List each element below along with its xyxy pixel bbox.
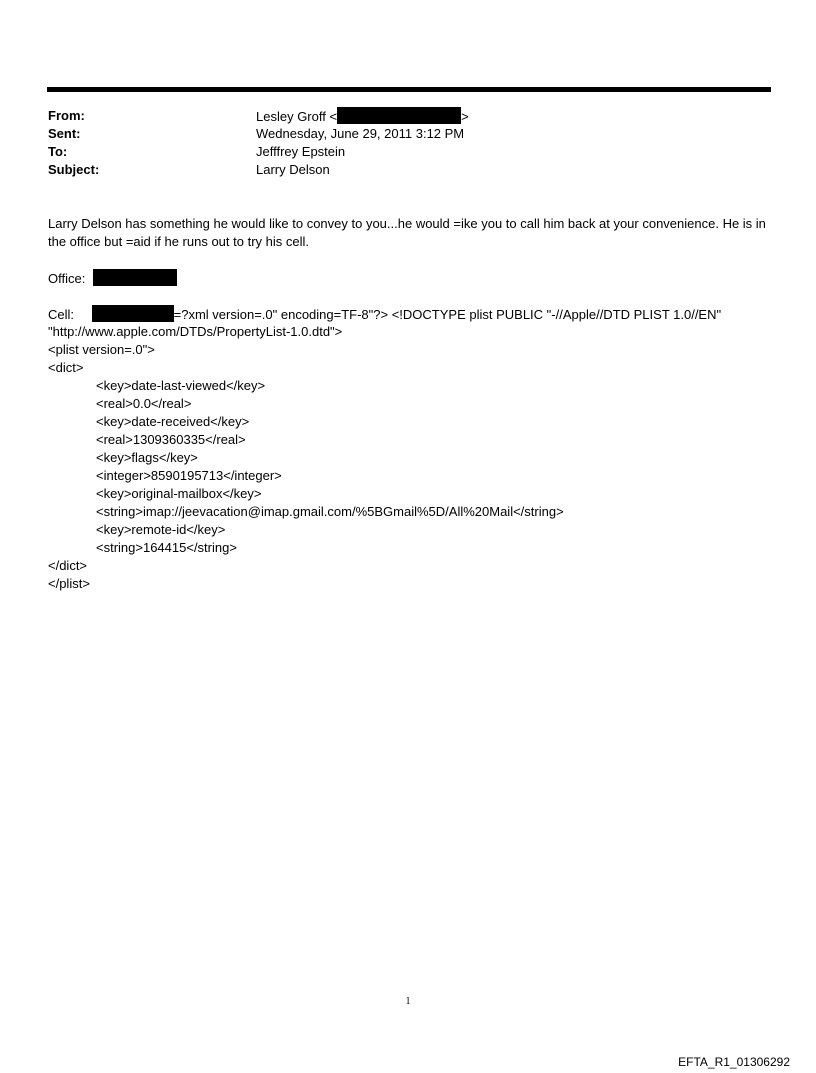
xml-line: <key>remote-id</key> [96,522,226,537]
xml-line: <real>0.0</real> [96,396,192,411]
message-paragraph: Larry Delson has something he would like to convey to you...he would =ike you to call him back at your convenience. He is in the office but =aid if he runs out to try his cell. [48,216,766,249]
sent-label: Sent: [48,126,81,141]
xml-line: </plist> [48,576,90,591]
office-label: Office: [48,271,86,286]
office-line [48,269,177,288]
xml-line: <key>date-received</key> [96,414,250,429]
subject-label: Subject: [48,162,100,177]
from-close: > [461,109,469,124]
from-value [256,107,469,126]
xml-line: <string>164415</string> [96,540,237,555]
sent-value: Wednesday, June 29, 2011 3:12 PM [256,126,465,141]
xml-line: <real>1309360335</real> [96,432,246,447]
xml-line: <dict> [48,360,84,375]
xml-line: <integer>8590195713</integer> [96,468,282,483]
xml-line: <plist version=.0"> [48,342,155,357]
xml-line: <key>original-mailbox</key> [96,486,262,501]
page-number: 1 [405,996,411,1007]
redaction-box [92,305,174,322]
header-rule [47,87,771,92]
xml-line: <key>flags</key> [96,450,198,465]
document-stamp: EFTA_R1_01306292 [678,1055,790,1069]
cell-tail: =?xml version=.0" encoding=TF-8"?> <!DOCTYPE plist PUBLIC "-//Apple//DTD PLIST 1.0//EN" [173,307,722,322]
to-label: To: [48,144,68,159]
from-name: Lesley Groff < [256,109,338,124]
xml-line: <key>date-last-viewed</key> [96,378,266,393]
from-label: From: [48,108,85,123]
redaction-box [93,269,177,286]
xml-line: <string>imap://jeevacation@imap.gmail.com/%5BGmail%5D/All%20Mail</string> [96,504,564,519]
cell-line [48,305,721,324]
redaction-box [337,107,461,124]
cell-label: Cell: [48,307,75,322]
xml-line: "http://www.apple.com/DTDs/PropertyList-1.0.dtd"> [48,324,343,339]
xml-line: </dict> [48,558,88,573]
subject-value: Larry Delson [256,162,330,177]
to-value: Jefffrey Epstein [256,144,346,159]
